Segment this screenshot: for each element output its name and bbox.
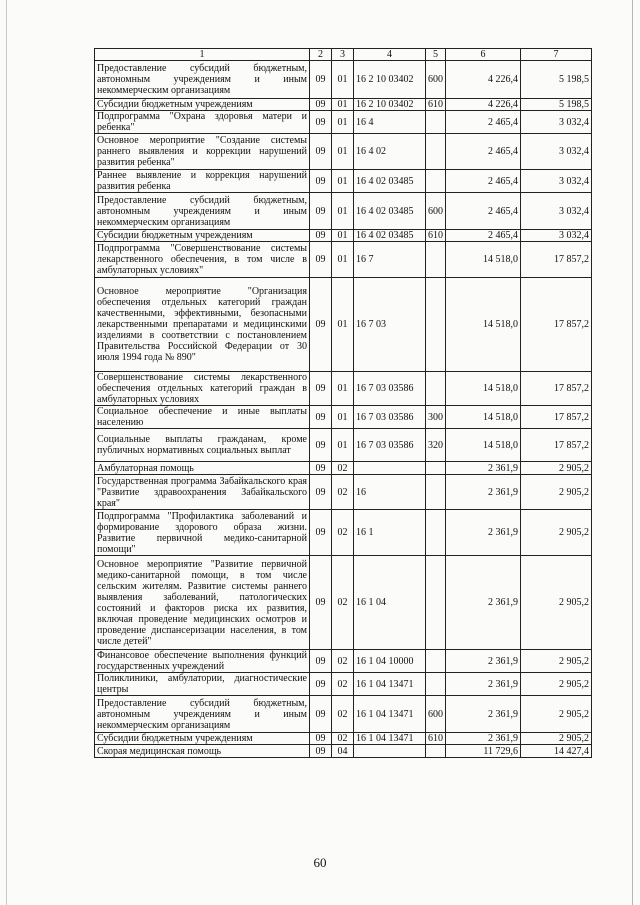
amount-cell-col6: 14 518,0: [446, 372, 521, 406]
row-name-cell: Субсидии бюджетным учреждениям: [95, 230, 310, 242]
row-name-cell: Социальные выплаты гражданам, кроме публичных нормативных социальных выплат: [95, 429, 310, 462]
section-code-cell: 09: [310, 462, 332, 475]
subsection-code-cell: 01: [332, 61, 354, 99]
amount-cell-col7: 3 032,4: [521, 230, 592, 242]
row-name-cell: Субсидии бюджетным учреждениям: [95, 733, 310, 745]
row-name-cell: Субсидии бюджетным учреждениям: [95, 99, 310, 111]
target-article-cell: 16 7: [354, 242, 426, 278]
amount-cell-col6: 14 518,0: [446, 278, 521, 372]
amount-cell-col6: 2 361,9: [446, 696, 521, 733]
amount-cell-col7: 17 857,2: [521, 406, 592, 429]
table-row: [95, 475, 592, 510]
row-name-cell: Основное мероприятие "Развитие первичной медико-санитарной помощи, в том числе сельским жителям. Развитие системы раннего выявления заболеваний, патологических состояний и факторов риска их развития, включая проведение медицинских осмотров и проведение диспансеризации населения, в том числе детей": [95, 556, 310, 650]
amount-cell-col7: 3 032,4: [521, 134, 592, 170]
amount-cell-col6: 2 361,9: [446, 462, 521, 475]
amount-cell-col6: 2 361,9: [446, 510, 521, 556]
section-code-cell: 09: [310, 134, 332, 170]
section-code-cell: 09: [310, 733, 332, 745]
subsection-code-cell: 02: [332, 733, 354, 745]
table-row: [95, 673, 592, 696]
section-code-cell: 09: [310, 61, 332, 99]
section-code-cell: 09: [310, 278, 332, 372]
table-row: [95, 111, 592, 134]
header-cell: 1: [95, 49, 310, 61]
expense-type-cell: [426, 462, 446, 475]
subsection-code-cell: 01: [332, 99, 354, 111]
section-code-cell: 09: [310, 696, 332, 733]
target-article-cell: 16 7 03 03586: [354, 406, 426, 429]
table-row: [95, 406, 592, 429]
table-row: [95, 278, 592, 372]
table-row: [95, 429, 592, 462]
expense-type-cell: [426, 510, 446, 556]
target-article-cell: 16 7 03 03586: [354, 429, 426, 462]
table-row: [95, 99, 592, 111]
amount-cell-col7: 5 198,5: [521, 61, 592, 99]
target-article-cell: 16 2 10 03402: [354, 61, 426, 99]
target-article-cell: 16: [354, 475, 426, 510]
header-cell: 4: [354, 49, 426, 61]
amount-cell-col7: 17 857,2: [521, 429, 592, 462]
row-name-cell: Подпрограмма "Охрана здоровья матери и ребенка": [95, 111, 310, 134]
section-code-cell: 09: [310, 111, 332, 134]
row-name-cell: Финансовое обеспечение выполнения функций государственных учреждений: [95, 650, 310, 673]
expense-type-cell: [426, 134, 446, 170]
amount-cell-col7: 2 905,2: [521, 556, 592, 650]
target-article-cell: 16 4 02 03485: [354, 193, 426, 230]
expense-type-cell: 600: [426, 696, 446, 733]
amount-cell-col6: 2 465,4: [446, 193, 521, 230]
header-cell: 7: [521, 49, 592, 61]
expense-type-cell: 610: [426, 99, 446, 111]
subsection-code-cell: 01: [332, 372, 354, 406]
section-code-cell: 09: [310, 193, 332, 230]
subsection-code-cell: 01: [332, 278, 354, 372]
row-name-cell: Скорая медицинская помощь: [95, 745, 310, 758]
target-article-cell: 16 1 04 13471: [354, 696, 426, 733]
header-cell: 6: [446, 49, 521, 61]
amount-cell-col7: 2 905,2: [521, 733, 592, 745]
target-article-cell: 16 4: [354, 111, 426, 134]
section-code-cell: 09: [310, 242, 332, 278]
expense-type-cell: [426, 170, 446, 193]
table-row: [95, 733, 592, 745]
amount-cell-col6: 2 465,4: [446, 170, 521, 193]
target-article-cell: 16 1: [354, 510, 426, 556]
amount-cell-col7: 2 905,2: [521, 510, 592, 556]
expense-type-cell: [426, 278, 446, 372]
row-name-cell: Предоставление субсидий бюджетным, автономным учреждениям и иным некоммерческим организациям: [95, 61, 310, 99]
expense-type-cell: 610: [426, 733, 446, 745]
table-row: [95, 134, 592, 170]
subsection-code-cell: 01: [332, 193, 354, 230]
page-number: 60: [313, 855, 327, 870]
amount-cell-col7: 2 905,2: [521, 475, 592, 510]
row-name-cell: Совершенствование системы лекарственного обеспечения отдельных категорий граждан в амбулаторных условиях: [95, 372, 310, 406]
expense-type-cell: 600: [426, 193, 446, 230]
subsection-code-cell: 02: [332, 696, 354, 733]
table-row: [95, 193, 592, 230]
table-header-row: [95, 49, 592, 61]
amount-cell-col7: 3 032,4: [521, 170, 592, 193]
row-name-cell: Поликлиники, амбулатории, диагностические центры: [95, 673, 310, 696]
target-article-cell: 16 4 02 03485: [354, 170, 426, 193]
table-row: [95, 242, 592, 278]
section-code-cell: 09: [310, 510, 332, 556]
scan-edge-left: [6, 0, 7, 905]
subsection-code-cell: 01: [332, 242, 354, 278]
subsection-code-cell: 01: [332, 429, 354, 462]
target-article-cell: 16 4 02 03485: [354, 230, 426, 242]
subsection-code-cell: 04: [332, 745, 354, 758]
target-article-cell: 16 1 04: [354, 556, 426, 650]
subsection-code-cell: 02: [332, 650, 354, 673]
row-name-cell: Раннее выявление и коррекция нарушений развития ребенка: [95, 170, 310, 193]
budget-table: [94, 48, 592, 758]
amount-cell-col6: 11 729,6: [446, 745, 521, 758]
target-article-cell: 16 7 03: [354, 278, 426, 372]
row-name-cell: Основное мероприятие "Создание системы раннего выявления и коррекции нарушений развития ребенка": [95, 134, 310, 170]
table-row: [95, 696, 592, 733]
expense-type-cell: [426, 673, 446, 696]
header-cell: 3: [332, 49, 354, 61]
subsection-code-cell: 02: [332, 556, 354, 650]
section-code-cell: 09: [310, 673, 332, 696]
table-row: [95, 170, 592, 193]
table-row: [95, 372, 592, 406]
section-code-cell: 09: [310, 372, 332, 406]
table-row: [95, 230, 592, 242]
section-code-cell: 09: [310, 230, 332, 242]
expense-type-cell: [426, 242, 446, 278]
amount-cell-col6: 14 518,0: [446, 406, 521, 429]
subsection-code-cell: 01: [332, 170, 354, 193]
amount-cell-col7: 5 198,5: [521, 99, 592, 111]
target-article-cell: 16 2 10 03402: [354, 99, 426, 111]
amount-cell-col7: 17 857,2: [521, 242, 592, 278]
expense-type-cell: [426, 475, 446, 510]
target-article-cell: 16 1 04 10000: [354, 650, 426, 673]
subsection-code-cell: 01: [332, 406, 354, 429]
table-row: [95, 745, 592, 758]
expense-type-cell: 610: [426, 230, 446, 242]
target-article-cell: 16 1 04 13471: [354, 673, 426, 696]
expense-type-cell: 320: [426, 429, 446, 462]
subsection-code-cell: 02: [332, 510, 354, 556]
amount-cell-col6: 2 361,9: [446, 673, 521, 696]
amount-cell-col6: 2 465,4: [446, 111, 521, 134]
row-name-cell: Предоставление субсидий бюджетным, автономным учреждениям и иным некоммерческим организациям: [95, 193, 310, 230]
subsection-code-cell: 02: [332, 462, 354, 475]
table-row: [95, 462, 592, 475]
subsection-code-cell: 02: [332, 673, 354, 696]
subsection-code-cell: 02: [332, 475, 354, 510]
table-row: [95, 650, 592, 673]
amount-cell-col6: 2 361,9: [446, 650, 521, 673]
amount-cell-col7: 3 032,4: [521, 193, 592, 230]
expense-type-cell: [426, 372, 446, 406]
amount-cell-col7: 17 857,2: [521, 278, 592, 372]
section-code-cell: 09: [310, 475, 332, 510]
amount-cell-col7: 2 905,2: [521, 650, 592, 673]
expense-type-cell: [426, 745, 446, 758]
row-name-cell: Основное мероприятие "Организация обеспечения отдельных категорий граждан качественными, эффективными, безопасными лекарственными препаратами и медицинскими изделиями в соответствии с постановлением Правительства Российской Федерации от 30 июля 1994 года № 890": [95, 278, 310, 372]
row-name-cell: Подпрограмма "Профилактика заболеваний и формирование здорового образа жизни. Развитие первичной медико-санитарной помощи": [95, 510, 310, 556]
subsection-code-cell: 01: [332, 134, 354, 170]
section-code-cell: 09: [310, 99, 332, 111]
table-row: [95, 61, 592, 99]
subsection-code-cell: 01: [332, 111, 354, 134]
expense-type-cell: [426, 556, 446, 650]
header-cell: 5: [426, 49, 446, 61]
row-name-cell: Государственная программа Забайкальского края "Развитие здравоохранения Забайкальского края": [95, 475, 310, 510]
amount-cell-col7: 14 427,4: [521, 745, 592, 758]
section-code-cell: 09: [310, 556, 332, 650]
target-article-cell: [354, 745, 426, 758]
target-article-cell: 16 7 03 03586: [354, 372, 426, 406]
target-article-cell: 16 1 04 13471: [354, 733, 426, 745]
amount-cell-col6: 14 518,0: [446, 242, 521, 278]
amount-cell-col6: 2 465,4: [446, 230, 521, 242]
row-name-cell: Предоставление субсидий бюджетным, автономным учреждениям и иным некоммерческим организациям: [95, 696, 310, 733]
expense-type-cell: [426, 650, 446, 673]
amount-cell-col6: 4 226,4: [446, 99, 521, 111]
amount-cell-col7: 2 905,2: [521, 696, 592, 733]
amount-cell-col6: 2 361,9: [446, 556, 521, 650]
expense-type-cell: 300: [426, 406, 446, 429]
section-code-cell: 09: [310, 429, 332, 462]
expense-type-cell: [426, 111, 446, 134]
header-cell: 2: [310, 49, 332, 61]
section-code-cell: 09: [310, 170, 332, 193]
target-article-cell: [354, 462, 426, 475]
table-row: [95, 556, 592, 650]
section-code-cell: 09: [310, 745, 332, 758]
amount-cell-col6: 14 518,0: [446, 429, 521, 462]
target-article-cell: 16 4 02: [354, 134, 426, 170]
row-name-cell: Амбулаторная помощь: [95, 462, 310, 475]
amount-cell-col6: 2 361,9: [446, 733, 521, 745]
amount-cell-col6: 2 465,4: [446, 134, 521, 170]
section-code-cell: 09: [310, 650, 332, 673]
amount-cell-col6: 4 226,4: [446, 61, 521, 99]
row-name-cell: Подпрограмма "Совершенствование системы лекарственного обеспечения, в том числе в амбулаторных условиях": [95, 242, 310, 278]
subsection-code-cell: 01: [332, 230, 354, 242]
amount-cell-col7: 3 032,4: [521, 111, 592, 134]
table-row: [95, 510, 592, 556]
scan-edge-right: [632, 0, 633, 905]
row-name-cell: Социальное обеспечение и иные выплаты населению: [95, 406, 310, 429]
amount-cell-col7: 17 857,2: [521, 372, 592, 406]
amount-cell-col7: 2 905,2: [521, 462, 592, 475]
amount-cell-col6: 2 361,9: [446, 475, 521, 510]
expense-type-cell: 600: [426, 61, 446, 99]
amount-cell-col7: 2 905,2: [521, 673, 592, 696]
section-code-cell: 09: [310, 406, 332, 429]
